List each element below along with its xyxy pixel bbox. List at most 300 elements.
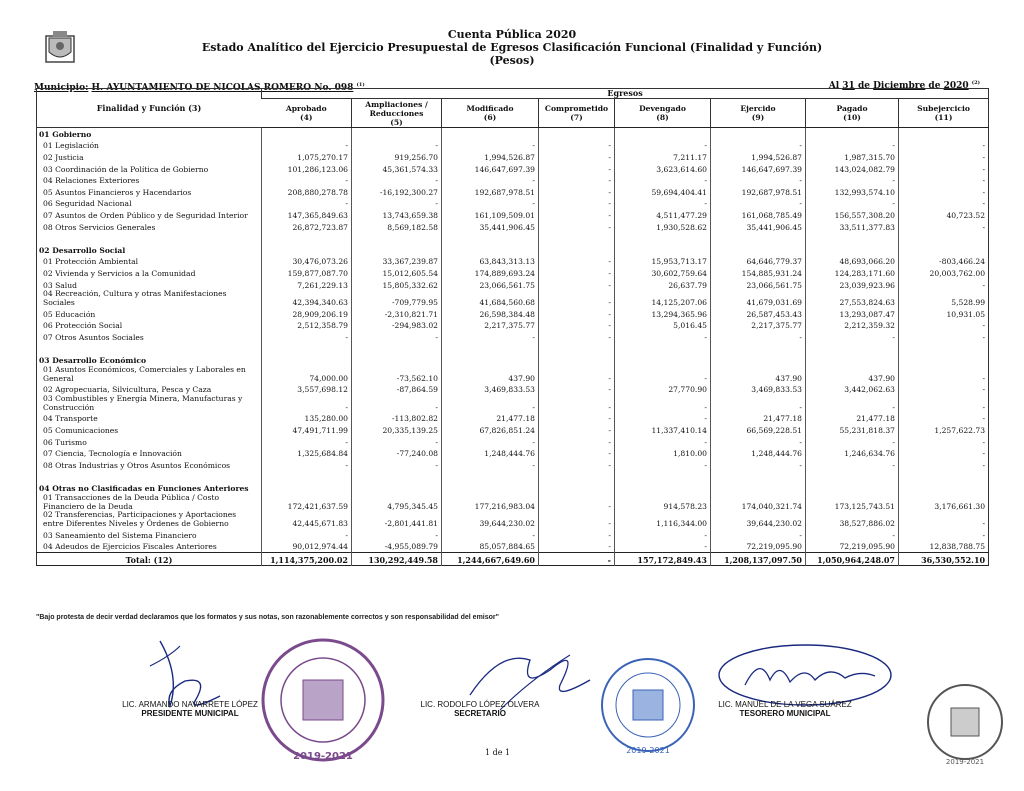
value-cell: -: [899, 436, 989, 448]
row-label: 04 Transporte: [43, 414, 98, 424]
column-header-6: [711, 99, 806, 128]
value-cell: 5,528.99: [899, 290, 989, 308]
value-cell: 38,527,886.02: [806, 511, 899, 529]
value-cell: 919,256.70: [352, 151, 442, 163]
row-label: 06 Turismo: [43, 437, 87, 447]
table-row: [37, 140, 989, 152]
value-cell: 2,512,358.79: [262, 320, 352, 332]
row-label: 05 Educación: [43, 309, 96, 319]
value-cell: 208,880,278.78: [262, 186, 352, 198]
page-number: 1 de 1: [485, 748, 511, 757]
value-cell: 11,337,410.14: [615, 424, 711, 436]
value-cell: -: [899, 447, 989, 459]
value-cell: -: [899, 151, 989, 163]
value-cell: -4,955,089.79: [352, 541, 442, 553]
value-cell: 156,557,308.20: [806, 209, 899, 221]
value-cell: 15,805,332.62: [352, 279, 442, 291]
value-cell: 26,587,453.43: [711, 308, 806, 320]
spacer-row: [37, 232, 989, 244]
table-row: [37, 459, 989, 471]
row-label: 04 Adeudos de Ejercicios Fiscales Anteriores: [43, 542, 217, 552]
row-label: 01 Gobierno: [39, 129, 92, 139]
spacer-cell: [262, 232, 352, 244]
value-cell: -: [711, 459, 806, 471]
date-ref: (2): [971, 80, 980, 86]
signature-block-tesorero: [700, 700, 870, 718]
value-cell: 7,211.17: [615, 151, 711, 163]
value-cell: 2,217,375.77: [442, 320, 539, 332]
value-cell: -: [352, 395, 442, 413]
value-cell: -: [539, 174, 615, 186]
spacer-cell: [899, 471, 989, 483]
value-cell: 64,646,779.37: [711, 256, 806, 268]
row-label: 06 Seguridad Nacional: [43, 199, 132, 209]
spacer-cell: [806, 232, 899, 244]
spacer-cell: [352, 232, 442, 244]
value-cell: 135,280.00: [262, 413, 352, 425]
value-cell: 2,212,359.32: [806, 320, 899, 332]
row-label: 02 Vivienda y Servicios a la Comunidad: [43, 268, 196, 278]
column-header-label: Comprometido: [544, 104, 609, 113]
row-label: 06 Protección Social: [43, 321, 123, 331]
value-cell: 72,219,095.90: [711, 541, 806, 553]
total-cell: 1,050,964,248.07: [806, 553, 899, 566]
value-cell: -2,801,441.81: [352, 511, 442, 529]
value-cell: 1,248,444.76: [711, 447, 806, 459]
municipio-value: H. AYUNTAMIENTO DE NICOLAS ROMERO No. 098: [91, 83, 354, 93]
value-cell: -: [539, 151, 615, 163]
value-cell: -: [442, 140, 539, 152]
value-cell: -: [711, 436, 806, 448]
value-cell: -: [899, 174, 989, 186]
column-header-label: Ampliaciones / Reducciones: [365, 99, 428, 118]
value-cell: 1,257,622.73: [899, 424, 989, 436]
row-label: 04 Relaciones Exteriores: [43, 176, 140, 186]
row-label: 08 Otros Servicios Generales: [43, 222, 156, 232]
value-cell: -: [539, 198, 615, 210]
value-cell: 23,066,561.75: [711, 279, 806, 291]
value-cell: 437.90: [806, 366, 899, 384]
value-cell: 21,477.18: [806, 413, 899, 425]
value-cell: -113,802.82: [352, 413, 442, 425]
value-cell: [615, 244, 711, 256]
secretario-role: SECRETARIO: [454, 709, 506, 718]
row-label: 03 Saneamiento del Sistema Financiero: [43, 530, 197, 540]
value-cell: 3,176,661.30: [899, 494, 989, 512]
spacer-cell: [37, 232, 262, 244]
value-cell: -: [899, 221, 989, 233]
value-cell: -: [539, 436, 615, 448]
municipio-label: Municipio:: [34, 83, 89, 93]
value-cell: -77,240.08: [352, 447, 442, 459]
table-row: [37, 209, 989, 221]
value-cell: -: [352, 436, 442, 448]
column-header-number: (6): [483, 113, 497, 122]
value-cell: -: [262, 331, 352, 343]
value-cell: 30,602,759.64: [615, 267, 711, 279]
value-cell: -: [539, 511, 615, 529]
value-cell: 15,953,713.17: [615, 256, 711, 268]
spacer-cell: [352, 471, 442, 483]
value-cell: -: [352, 459, 442, 471]
column-header-number: (4): [300, 113, 313, 122]
value-cell: 20,003,762.00: [899, 267, 989, 279]
spacer-cell: [711, 232, 806, 244]
table-row: [37, 290, 989, 308]
value-cell: 48,693,066.20: [806, 256, 899, 268]
value-cell: [806, 482, 899, 494]
table-row: [37, 186, 989, 198]
value-cell: 174,889,693.24: [442, 267, 539, 279]
value-cell: 72,219,095.90: [806, 541, 899, 553]
value-cell: 154,885,931.24: [711, 267, 806, 279]
row-label: 03 Coordinación de la Política de Gobierno: [43, 164, 209, 174]
value-cell: -: [539, 447, 615, 459]
value-cell: -: [806, 198, 899, 210]
spacer-row: [37, 343, 989, 355]
value-cell: -: [711, 198, 806, 210]
total-cell: 36,530,552.10: [899, 553, 989, 566]
value-cell: -: [615, 541, 711, 553]
table-row: [37, 413, 989, 425]
value-cell: -: [615, 198, 711, 210]
value-cell: 4,511,477.29: [615, 209, 711, 221]
value-cell: -: [262, 436, 352, 448]
value-cell: [539, 482, 615, 494]
spacer-cell: [442, 471, 539, 483]
value-cell: -: [806, 174, 899, 186]
value-cell: -: [615, 331, 711, 343]
value-cell: 14,125,207.06: [615, 290, 711, 308]
value-cell: -: [539, 256, 615, 268]
value-cell: -: [262, 140, 352, 152]
value-cell: -: [352, 529, 442, 541]
value-cell: 13,294,365.96: [615, 308, 711, 320]
section-row: [37, 244, 989, 256]
value-cell: -: [899, 413, 989, 425]
value-cell: 143,024,082.79: [806, 163, 899, 175]
value-cell: -: [899, 140, 989, 152]
row-label: 02 Desarrollo Social: [39, 245, 126, 255]
value-cell: -: [899, 331, 989, 343]
value-cell: -: [352, 140, 442, 152]
column-header-3: [442, 99, 539, 128]
value-cell: [711, 354, 806, 366]
svg-text:2019-2021: 2019-2021: [626, 746, 670, 755]
spacer-cell: [615, 232, 711, 244]
row-label: 04 Otras no Clasificadas en Funciones Anteriores: [39, 484, 249, 494]
value-cell: [806, 128, 899, 140]
total-cell: 1,114,375,200.02: [262, 553, 352, 566]
spacer-cell: [37, 471, 262, 483]
value-cell: 63,843,313.13: [442, 256, 539, 268]
column-header-4: [539, 99, 615, 128]
value-cell: 3,557,698.12: [262, 383, 352, 395]
value-cell: 85,057,884.65: [442, 541, 539, 553]
value-cell: -: [539, 163, 615, 175]
value-cell: -: [615, 436, 711, 448]
value-cell: 59,694,404.41: [615, 186, 711, 198]
row-label: 05 Asuntos Financieros y Hacendarios: [43, 187, 192, 197]
column-header-label: Devengado: [639, 104, 686, 113]
spacer-cell: [442, 343, 539, 355]
value-cell: 55,231,818.37: [806, 424, 899, 436]
value-cell: 1,325,684.84: [262, 447, 352, 459]
row-label: 02 Justicia: [43, 152, 84, 162]
value-cell: -: [262, 529, 352, 541]
spacer-cell: [262, 343, 352, 355]
value-cell: [899, 128, 989, 140]
value-cell: 192,687,978.51: [711, 186, 806, 198]
value-cell: -: [539, 279, 615, 291]
column-header-number: (8): [656, 113, 669, 122]
value-cell: 174,040,321.74: [711, 494, 806, 512]
value-cell: [352, 244, 442, 256]
spacer-cell: [615, 343, 711, 355]
value-cell: [711, 482, 806, 494]
date-day: 31: [842, 81, 855, 91]
value-cell: 914,578.23: [615, 494, 711, 512]
column-header-8: [899, 99, 989, 128]
spacer-cell: [539, 343, 615, 355]
value-cell: -: [539, 331, 615, 343]
value-cell: 47,491,711.99: [262, 424, 352, 436]
value-cell: 101,286,123.06: [262, 163, 352, 175]
tesoreria-stamp: [925, 680, 1005, 770]
table-row: [37, 541, 989, 553]
value-cell: -: [539, 209, 615, 221]
table-body: [37, 128, 989, 566]
value-cell: 35,441,906.45: [711, 221, 806, 233]
row-label: 01 Legislación: [43, 141, 99, 151]
value-cell: 1,116,344.00: [615, 511, 711, 529]
value-cell: 3,623,614.60: [615, 163, 711, 175]
value-cell: [539, 354, 615, 366]
value-cell: 5,016.45: [615, 320, 711, 332]
value-cell: -: [615, 395, 711, 413]
value-cell: -2,310,821.71: [352, 308, 442, 320]
column-header-number: (10): [843, 113, 861, 122]
value-cell: 40,723.52: [899, 209, 989, 221]
value-cell: [806, 354, 899, 366]
value-cell: -: [442, 174, 539, 186]
value-cell: -: [711, 331, 806, 343]
value-cell: [442, 354, 539, 366]
value-cell: -: [806, 140, 899, 152]
value-cell: [352, 128, 442, 140]
table-row: [37, 174, 989, 186]
value-cell: 4,795,345.45: [352, 494, 442, 512]
value-cell: -: [899, 459, 989, 471]
svg-text:2019-2021: 2019-2021: [293, 751, 353, 762]
value-cell: 13,743,659.38: [352, 209, 442, 221]
value-cell: -: [806, 395, 899, 413]
date-year: 2020: [943, 81, 969, 91]
table-row: [37, 511, 989, 529]
value-cell: -: [806, 436, 899, 448]
table-row: [37, 163, 989, 175]
value-cell: 74,000.00: [262, 366, 352, 384]
value-cell: -: [539, 320, 615, 332]
table-row: [37, 198, 989, 210]
value-cell: [539, 128, 615, 140]
value-cell: -: [539, 541, 615, 553]
value-cell: -: [442, 198, 539, 210]
table-row: [37, 331, 989, 343]
report-title-line2: Estado Analítico del Ejercicio Presupuestal de Egresos Clasificación Funcional (Finalidad y Función): [201, 41, 823, 54]
value-cell: 437.90: [442, 366, 539, 384]
value-cell: 177,216,983.04: [442, 494, 539, 512]
value-cell: 161,109,509.01: [442, 209, 539, 221]
value-cell: -: [539, 459, 615, 471]
row-label: 07 Otros Asuntos Sociales: [43, 332, 144, 342]
column-header-label: Modificado: [466, 104, 514, 113]
row-label: 05 Comunicaciones: [43, 426, 119, 436]
value-cell: -: [539, 383, 615, 395]
municipio-ref: (1): [356, 82, 365, 88]
table-row: [37, 424, 989, 436]
value-cell: -: [539, 267, 615, 279]
spacer-cell: [711, 471, 806, 483]
value-cell: 1,075,270.17: [262, 151, 352, 163]
value-cell: [262, 128, 352, 140]
table-row: [37, 494, 989, 512]
value-cell: 26,598,384.48: [442, 308, 539, 320]
value-cell: 437.90: [711, 366, 806, 384]
spacer-cell: [899, 232, 989, 244]
value-cell: [262, 482, 352, 494]
date-month: Diciembre: [873, 81, 926, 91]
secretaria-stamp: [598, 655, 698, 760]
signature-block-presidente: [70, 700, 310, 718]
spacer-cell: [539, 232, 615, 244]
value-cell: 7,261,229.13: [262, 279, 352, 291]
value-cell: -: [539, 366, 615, 384]
column-header-number: (7): [570, 113, 583, 122]
value-cell: 67,826,851.24: [442, 424, 539, 436]
value-cell: 192,687,978.51: [442, 186, 539, 198]
value-cell: 45,361,574.33: [352, 163, 442, 175]
column-header-number: (9): [751, 113, 765, 122]
column-header-5: [615, 99, 711, 128]
total-cell: -: [539, 553, 615, 566]
value-cell: -: [442, 395, 539, 413]
value-cell: -: [899, 198, 989, 210]
value-cell: -: [442, 436, 539, 448]
column-header-label: Ejercido: [740, 104, 776, 113]
value-cell: -: [899, 529, 989, 541]
column-header-number: (11): [934, 113, 953, 122]
value-cell: 21,477.18: [711, 413, 806, 425]
table-row: [37, 151, 989, 163]
svg-text:2019-2021: 2019-2021: [945, 758, 985, 766]
disclaimer-note: "Bajo protesta de decir verdad declaramos que los formatos y sus notas, son razonablemente correctos y son responsabilidad del emisor": [36, 614, 499, 621]
value-cell: 41,679,031.69: [711, 290, 806, 308]
value-cell: -: [539, 290, 615, 308]
value-cell: 39,644,230.02: [442, 511, 539, 529]
value-cell: -: [899, 383, 989, 395]
value-cell: 42,445,671.83: [262, 511, 352, 529]
section-row: [37, 128, 989, 140]
value-cell: [262, 244, 352, 256]
egresos-table: [36, 88, 989, 566]
value-cell: -: [539, 424, 615, 436]
value-cell: 3,469,833.53: [711, 383, 806, 395]
row-label: 08 Otras Industrias y Otros Asuntos Económicos: [43, 460, 231, 470]
value-cell: -: [711, 395, 806, 413]
value-cell: 12,838,788.75: [899, 541, 989, 553]
value-cell: [442, 128, 539, 140]
report-title-line1: Cuenta Pública 2020: [447, 28, 577, 41]
value-cell: -: [262, 395, 352, 413]
value-cell: 23,066,561.75: [442, 279, 539, 291]
row-label: 03 Desarrollo Económico: [39, 356, 147, 366]
value-cell: 147,365,849.63: [262, 209, 352, 221]
value-cell: 21,477.18: [442, 413, 539, 425]
value-cell: 15,012,605.54: [352, 267, 442, 279]
value-cell: 10,931.05: [899, 308, 989, 320]
value-cell: -: [615, 140, 711, 152]
value-cell: [442, 244, 539, 256]
value-cell: -: [899, 279, 989, 291]
value-cell: -: [711, 174, 806, 186]
value-cell: 26,872,723.87: [262, 221, 352, 233]
value-cell: -: [615, 174, 711, 186]
total-cell: 1,208,137,097.50: [711, 553, 806, 566]
row-label: 01 Transacciones de la Deuda Pública / Costo Financiero de la Deuda: [43, 492, 220, 511]
value-cell: -: [262, 174, 352, 186]
value-cell: 90,012,974.44: [262, 541, 352, 553]
value-cell: -: [711, 529, 806, 541]
value-cell: -: [899, 511, 989, 529]
row-label: 01 Asuntos Económicos, Comerciales y Laborales en General: [43, 364, 246, 383]
spacer-cell: [539, 471, 615, 483]
value-cell: -: [442, 331, 539, 343]
table-header: [37, 89, 989, 128]
value-cell: 33,367,239.87: [352, 256, 442, 268]
secretario-name: LIC. RODOLFO LÓPEZ OLVERA: [420, 700, 540, 709]
spacer-cell: [615, 471, 711, 483]
value-cell: [899, 354, 989, 366]
value-cell: 41,684,560.68: [442, 290, 539, 308]
value-cell: 23,039,923.96: [806, 279, 899, 291]
row-label: 04 Recreación, Cultura y otras Manifestaciones Sociales: [43, 289, 227, 308]
value-cell: -: [615, 529, 711, 541]
value-cell: 161,068,785.49: [711, 209, 806, 221]
row-label: 07 Ciencia, Tecnología e Innovación: [43, 449, 182, 459]
value-cell: -: [442, 529, 539, 541]
value-cell: 33,511,377.83: [806, 221, 899, 233]
row-label: 01 Protección Ambiental: [43, 257, 139, 267]
value-cell: -: [711, 140, 806, 152]
date-de1: de: [857, 81, 870, 91]
value-cell: -: [539, 308, 615, 320]
value-cell: 27,553,824.63: [806, 290, 899, 308]
spacer-cell: [899, 343, 989, 355]
total-label: Total: (12): [37, 553, 262, 566]
value-cell: [352, 354, 442, 366]
value-cell: 159,877,087.70: [262, 267, 352, 279]
report-title-line3: (Pesos): [489, 54, 535, 67]
value-cell: -16,192,300.27: [352, 186, 442, 198]
value-cell: [899, 244, 989, 256]
value-cell: 27,770.90: [615, 383, 711, 395]
value-cell: 3,442,062.63: [806, 383, 899, 395]
row-label: 02 Agropecuaria, Silvicultura, Pesca y Caza: [43, 385, 212, 395]
value-cell: -: [615, 413, 711, 425]
value-cell: 1,994,526.87: [711, 151, 806, 163]
column-header-2: [352, 99, 442, 128]
